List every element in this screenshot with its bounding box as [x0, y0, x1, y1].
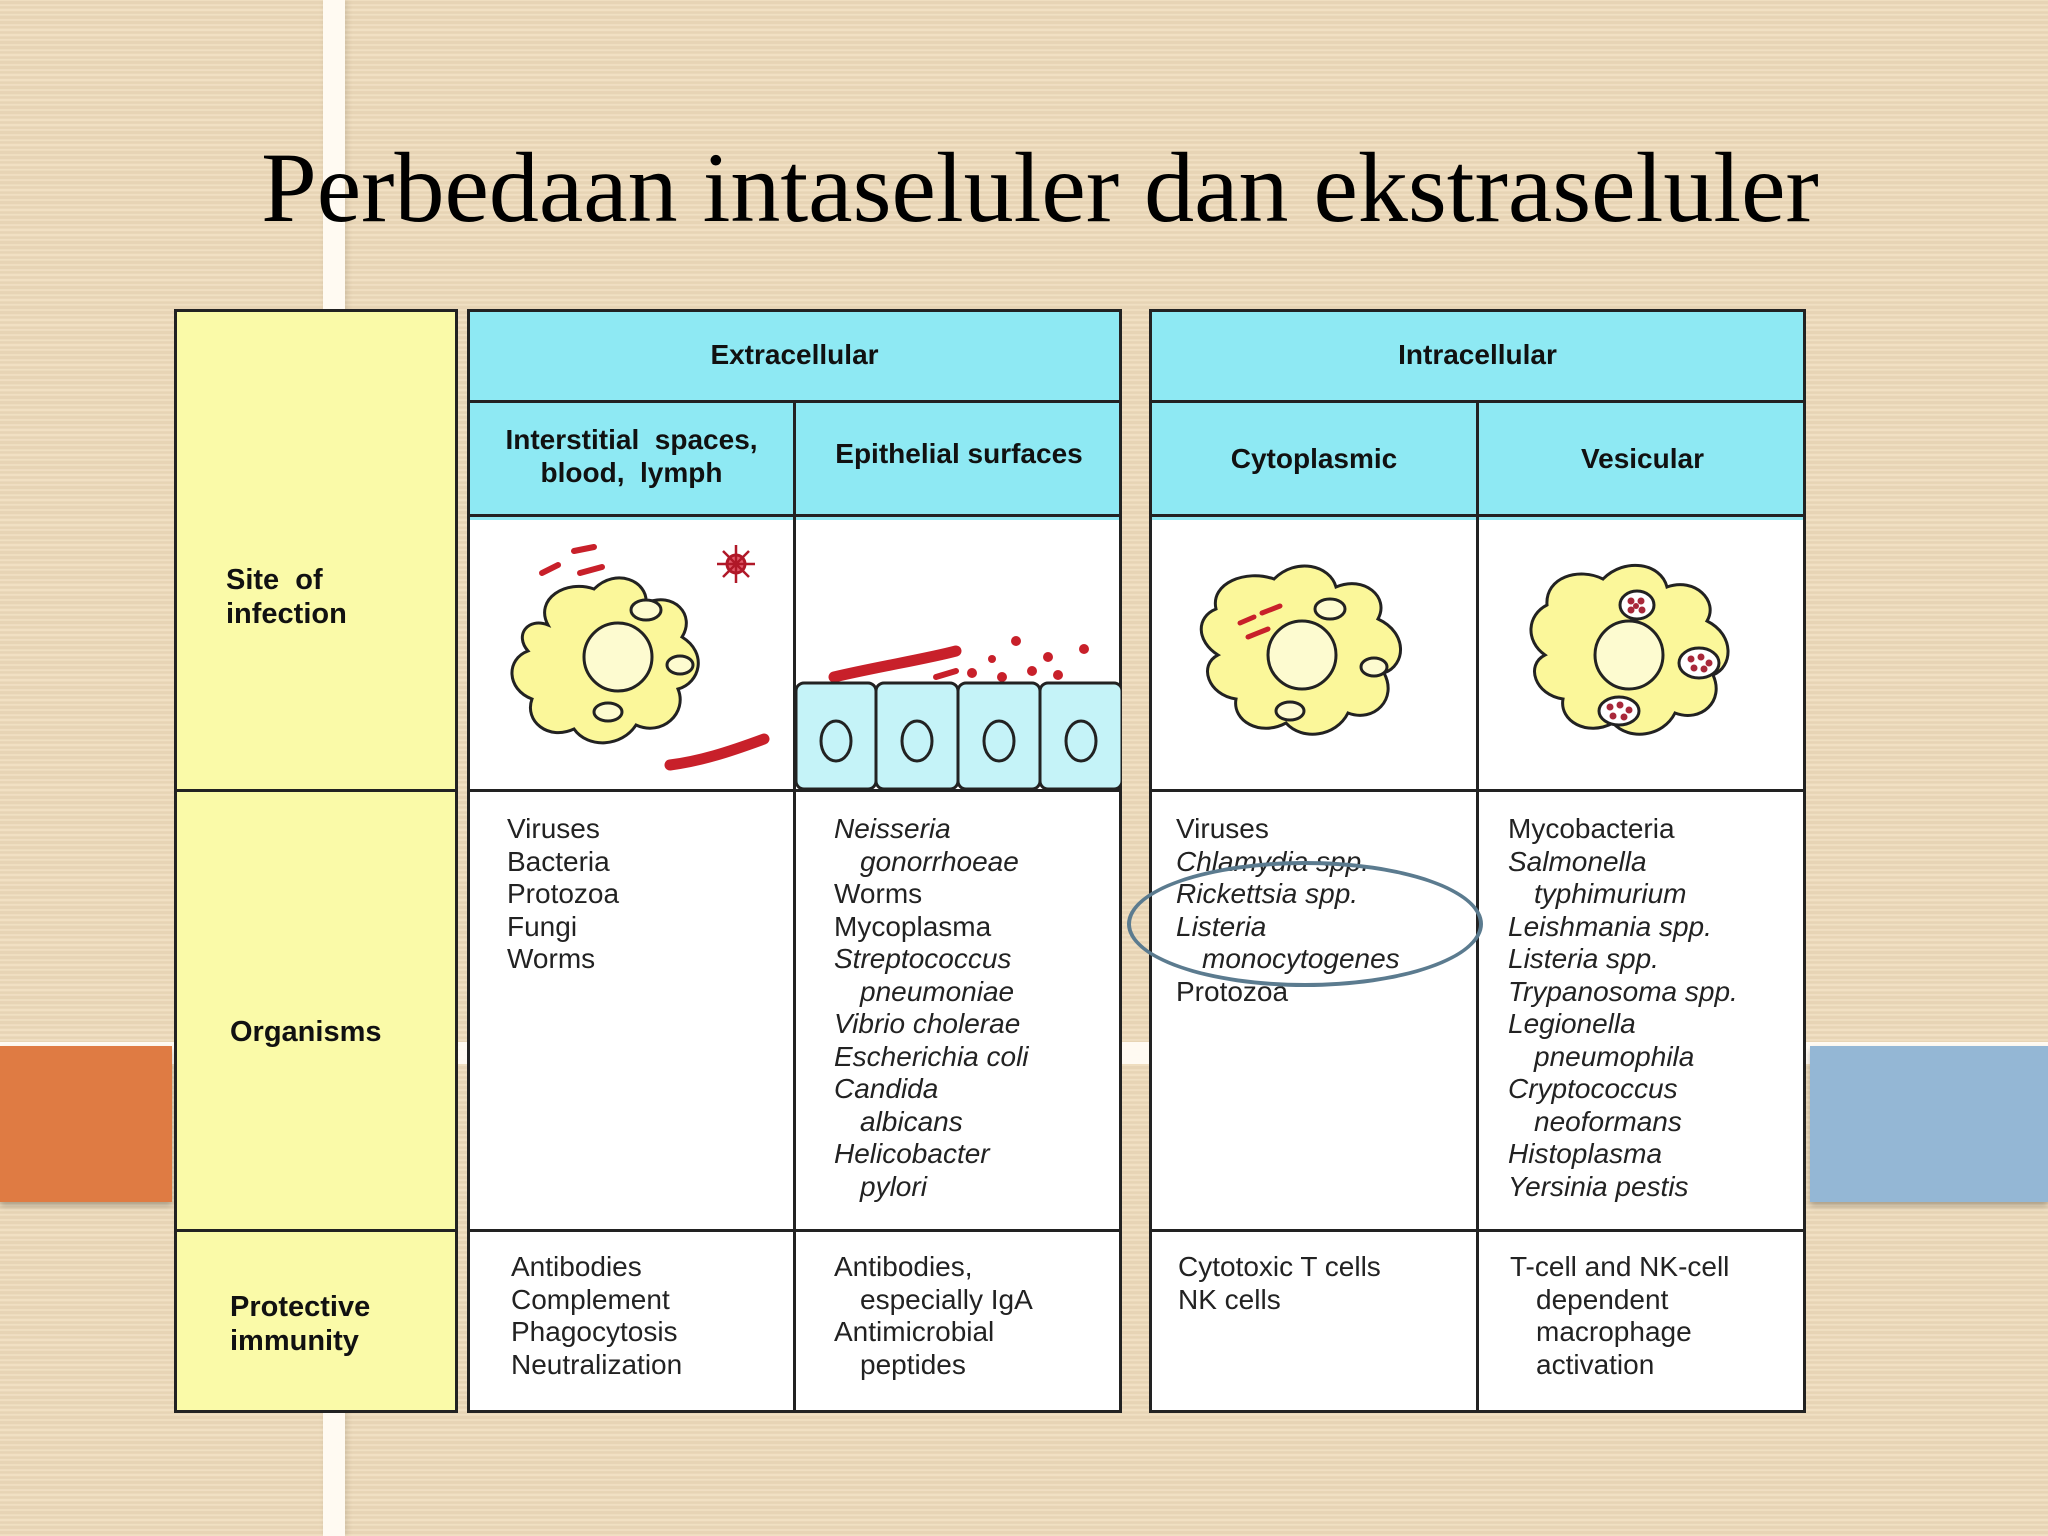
- list-item: neoformans: [1534, 1105, 1682, 1137]
- list-item: Protozoa: [507, 878, 620, 909]
- list-item: Chlamydia spp.: [1176, 845, 1369, 877]
- list-item: Antibodies,: [834, 1251, 973, 1282]
- list-item: Streptococcus: [834, 943, 1012, 974]
- group-header-extracellular: Extracellular: [710, 339, 879, 370]
- list-item: Worms: [507, 943, 596, 974]
- list-item: Neisseria: [834, 813, 951, 844]
- illustration-vesicular-cell: [1479, 517, 1806, 789]
- list-item: monocytogenes: [1202, 943, 1400, 974]
- decor-blue-block: [1810, 1046, 2048, 1202]
- list-item: Cytotoxic T cells: [1178, 1251, 1381, 1282]
- list-item: pylori: [860, 1170, 927, 1202]
- list-item: especially IgA: [860, 1283, 1033, 1315]
- organisms-list-interstitial: [507, 813, 619, 976]
- list-item: gonorrhoeae: [860, 845, 1019, 877]
- list-item: Mycoplasma: [834, 910, 992, 942]
- column-header-vesicular: Vesicular: [1581, 443, 1704, 474]
- illustration-cytoplasmic-cell: [1152, 517, 1476, 789]
- list-item: Yersinia pestis: [1508, 1170, 1689, 1202]
- list-item: Fungi: [507, 910, 578, 942]
- list-item: Histoplasma: [1508, 1138, 1663, 1169]
- list-item: dependent: [1536, 1283, 1669, 1315]
- list-item: Listeria spp.: [1508, 943, 1659, 974]
- list-item: Bacteria: [507, 845, 610, 877]
- list-item: Candida: [834, 1073, 939, 1104]
- row-label-panel: [174, 309, 458, 1413]
- list-item: Legionella: [1508, 1008, 1636, 1039]
- illustration-interstitial-cell: [470, 517, 793, 789]
- list-item: Complement: [511, 1283, 670, 1315]
- list-item: macrophage: [1536, 1316, 1692, 1347]
- list-item: Vibrio cholerae: [834, 1008, 1021, 1039]
- list-item: Neutralization: [511, 1348, 683, 1380]
- immunity-list-interstitial: [511, 1251, 682, 1381]
- column-header-epithelial: Epithelial surfaces: [835, 438, 1083, 469]
- list-item: Listeria: [1176, 910, 1267, 942]
- row-label-site: Site of infection: [226, 564, 347, 630]
- decor-orange-block: [0, 1046, 172, 1202]
- list-item: Cryptococcus: [1508, 1073, 1678, 1104]
- list-item: Salmonella: [1508, 845, 1647, 877]
- list-item: Helicobacter: [834, 1138, 990, 1169]
- immunity-list-epithelial: [834, 1251, 1033, 1381]
- organisms-list-epithelial: [834, 813, 1029, 1203]
- immunity-list-vesicular: [1510, 1251, 1729, 1381]
- list-item: Mycobacteria: [1508, 813, 1675, 844]
- list-item: Worms: [834, 878, 923, 909]
- list-item: pneumoniae: [860, 975, 1015, 1007]
- list-item: Antimicrobial: [834, 1316, 995, 1347]
- list-item: Escherichia coli: [834, 1040, 1029, 1072]
- row-divider: [174, 1229, 458, 1232]
- list-item: peptides: [860, 1348, 966, 1380]
- list-item: albicans: [860, 1105, 963, 1137]
- list-item: Rickettsia spp.: [1176, 878, 1359, 909]
- illustration-epithelial-surface: [796, 517, 1122, 789]
- column-header-interstitial: Interstitial spaces, blood, lymph: [505, 424, 758, 488]
- list-item: T-cell and NK-cell: [1510, 1251, 1730, 1282]
- list-item: activation: [1536, 1348, 1655, 1380]
- organisms-list-vesicular: [1508, 813, 1738, 1203]
- highlight-ellipse: [1127, 861, 1483, 987]
- immunity-list-cytoplasmic: [1178, 1251, 1381, 1316]
- row-label-organisms: Organisms: [230, 1016, 382, 1048]
- list-item: typhimurium: [1534, 878, 1687, 909]
- list-item: pneumophila: [1534, 1040, 1695, 1072]
- slide-title: Perbedaan intaseluler dan ekstraseluler: [261, 132, 1819, 243]
- list-item: Phagocytosis: [511, 1316, 678, 1347]
- list-item: Viruses: [507, 813, 600, 844]
- row-label-immunity: Protective immunity: [230, 1291, 371, 1357]
- list-item: Viruses: [1176, 813, 1269, 844]
- list-item: Protozoa: [1176, 975, 1289, 1007]
- list-item: NK cells: [1178, 1283, 1281, 1315]
- list-item: Leishmania spp.: [1508, 910, 1712, 942]
- row-divider: [174, 789, 458, 792]
- list-item: Trypanosoma spp.: [1508, 975, 1738, 1007]
- list-item: Antibodies: [511, 1251, 642, 1282]
- column-header-cytoplasmic: Cytoplasmic: [1230, 443, 1398, 474]
- group-header-intracellular: Intracellular: [1398, 339, 1557, 370]
